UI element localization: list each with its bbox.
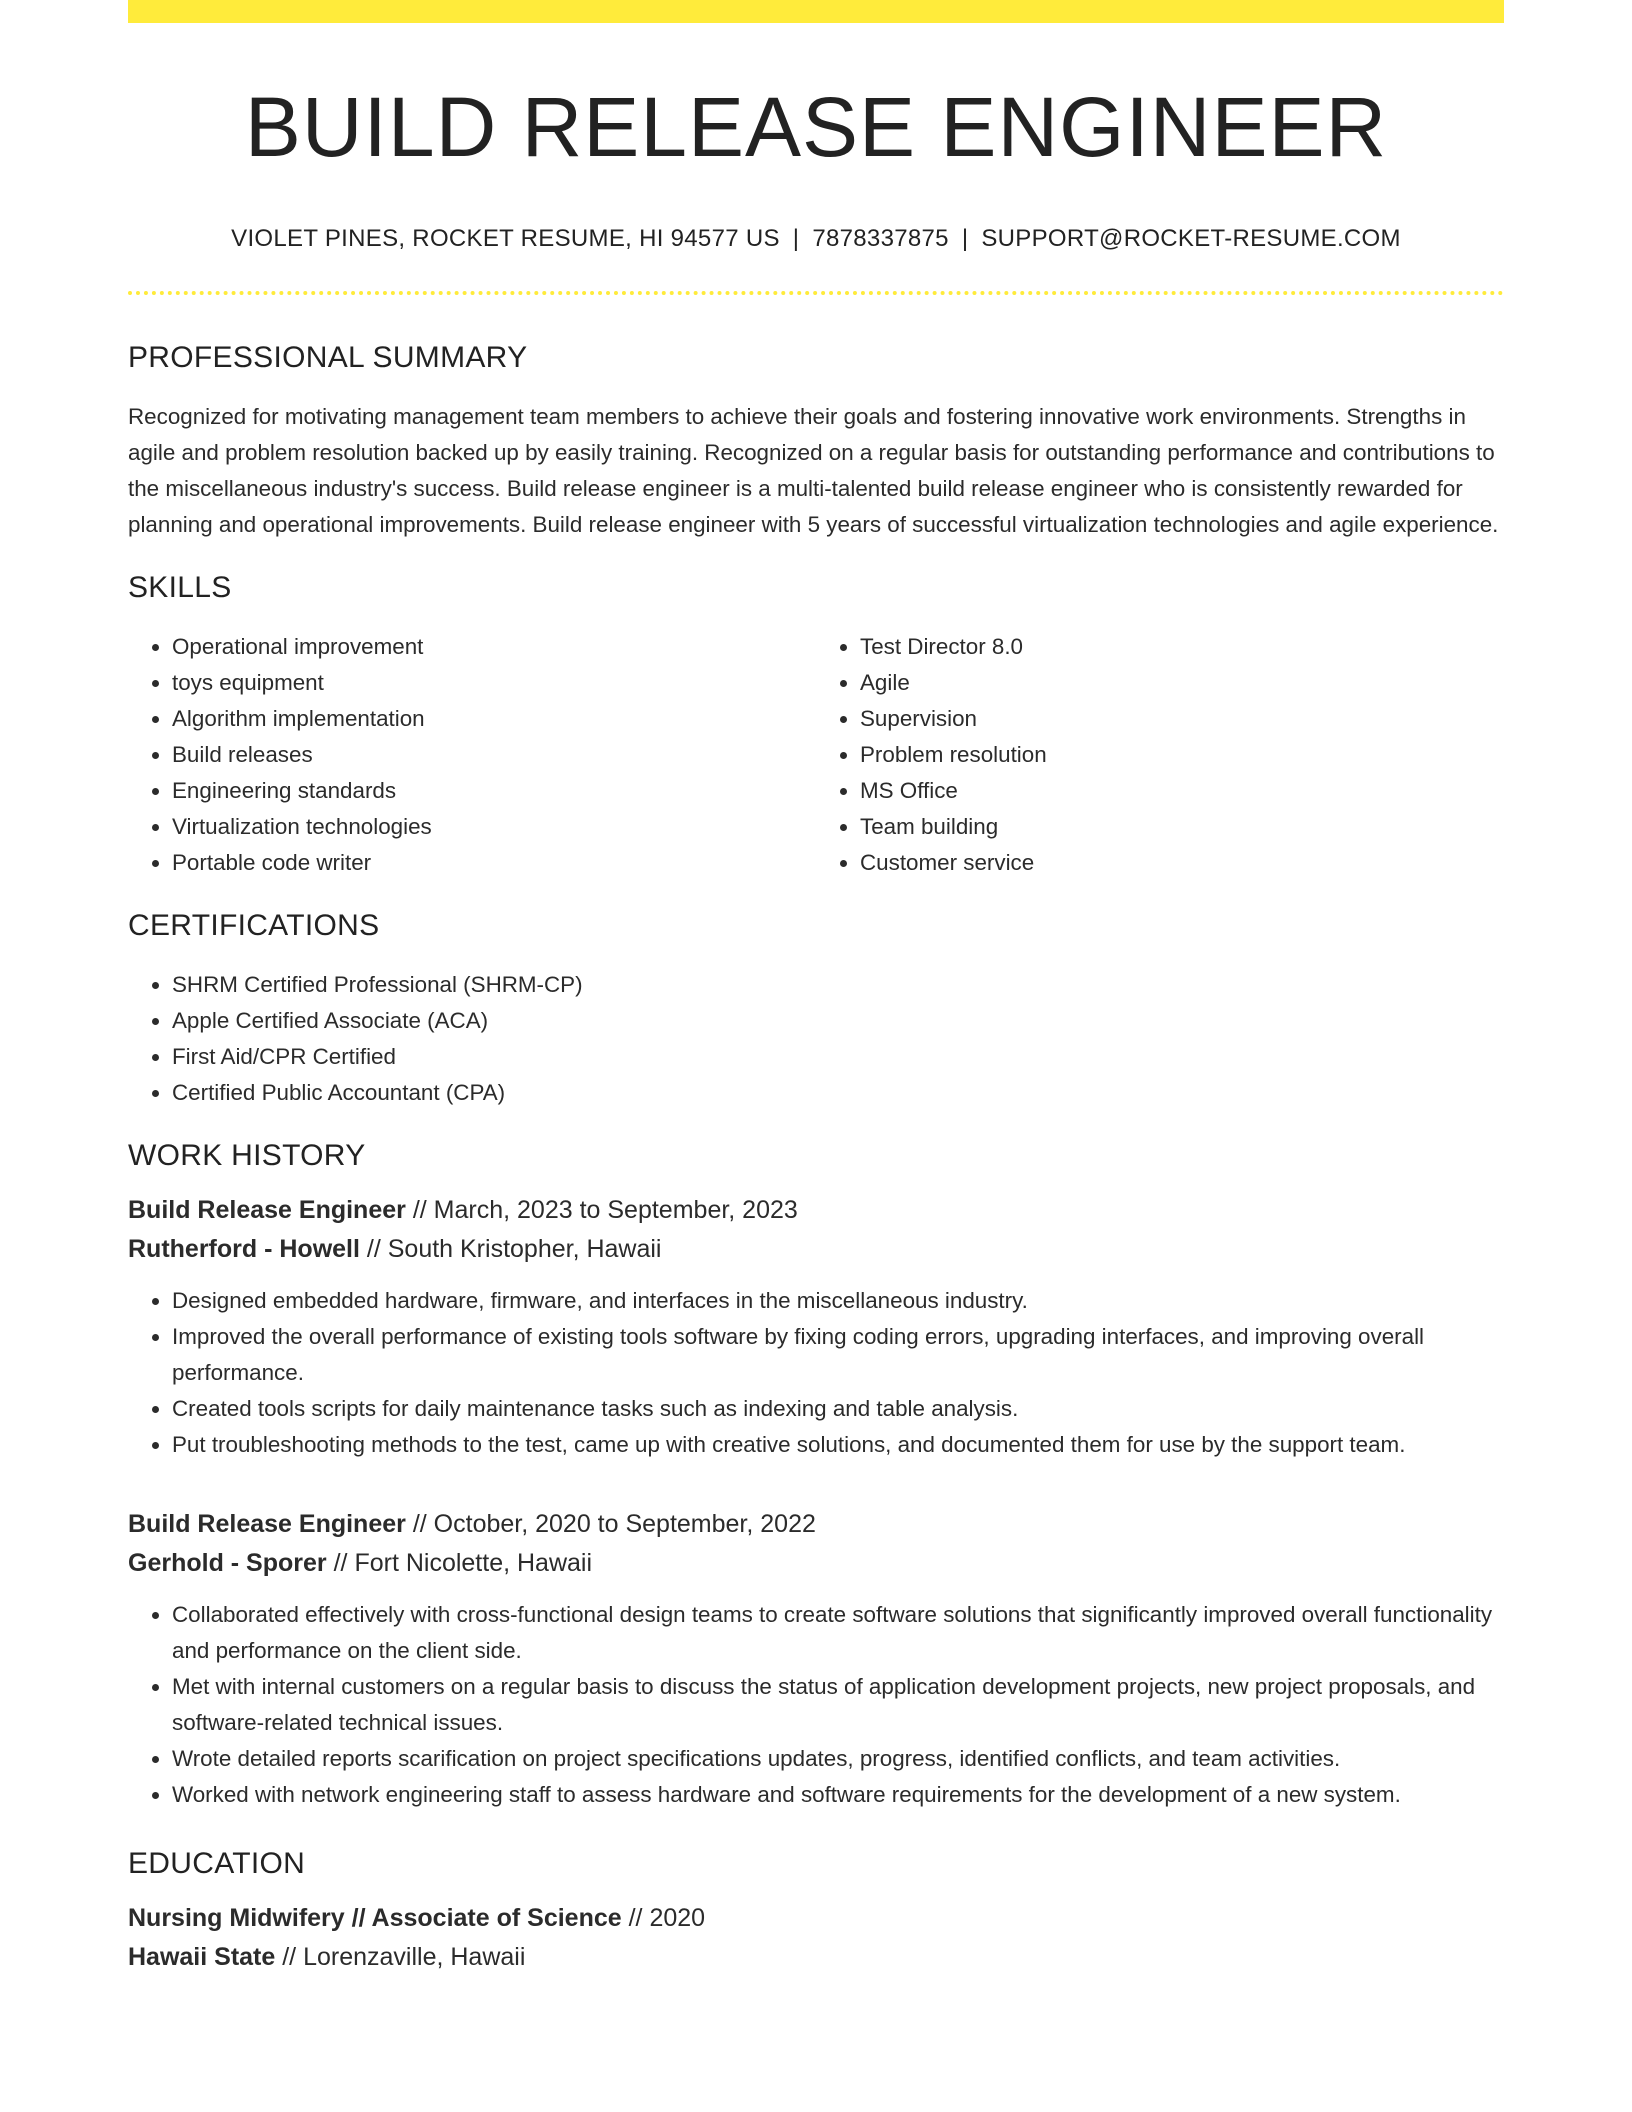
- education-section: [128, 1847, 1504, 1977]
- job-location: South Kristopher, Hawaii: [387, 1235, 662, 1264]
- contact-line: [128, 225, 1504, 253]
- job-title-line: [128, 1505, 1504, 1544]
- section-heading: WORK HISTORY: [128, 1139, 366, 1173]
- skill-item: • Engineering standards: [172, 773, 816, 809]
- certification-item: • Certified Public Accountant (CPA): [172, 1075, 1504, 1111]
- skill-item: • Team building: [860, 809, 1504, 845]
- resume-title: BUILD RELEASE ENGINEER: [244, 80, 1388, 174]
- job-title-line: [128, 1191, 1504, 1230]
- skills-columns: [128, 629, 1504, 881]
- contact-separator: |: [961, 225, 969, 253]
- work-history-section: [128, 1139, 1504, 1813]
- job-role: Build Release Engineer: [128, 1510, 406, 1539]
- education-location: Lorenzaville, Hawaii: [303, 1943, 526, 1972]
- skill-item: • Virtualization technologies: [172, 809, 816, 845]
- job-entry: [128, 1191, 1504, 1463]
- skill-item: • Operational improvement: [172, 629, 816, 665]
- top-accent-bar: [128, 0, 1504, 23]
- certification-item: • Apple Certified Associate (ACA): [172, 1003, 1504, 1039]
- skill-item: • Customer service: [860, 845, 1504, 881]
- job-dates: October, 2020 to September, 2022: [433, 1510, 816, 1539]
- certifications-section: [128, 909, 1504, 1111]
- education-year: 2020: [649, 1904, 706, 1933]
- entry-separator: //: [621, 1904, 650, 1933]
- job-bullet: • Improved the overall performance of existing tools software by fixing coding errors, upgrading interfaces, and improving overall performance.: [172, 1319, 1504, 1391]
- job-entry: [128, 1505, 1504, 1813]
- skill-item: • Agile: [860, 665, 1504, 701]
- skill-item: • Portable code writer: [172, 845, 816, 881]
- education-school-line: [128, 1938, 1504, 1977]
- education-degree: Nursing Midwifery // Associate of Science: [128, 1904, 622, 1933]
- entry-separator: //: [359, 1235, 388, 1264]
- job-location: Fort Nicolette, Hawaii: [354, 1549, 593, 1578]
- entry-separator: //: [326, 1549, 355, 1578]
- resume-page: [128, 0, 1504, 1977]
- job-bullet: • Worked with network engineering staff to assess hardware and software requirements for the development of a new system.: [172, 1777, 1504, 1813]
- skill-item: • MS Office: [860, 773, 1504, 809]
- entry-separator: //: [405, 1196, 434, 1225]
- education-school: Hawaii State: [128, 1943, 276, 1972]
- education-degree-line: [128, 1899, 1504, 1938]
- job-role: Build Release Engineer: [128, 1196, 406, 1225]
- section-heading: PROFESSIONAL SUMMARY: [128, 341, 528, 375]
- job-dates: March, 2023 to September, 2023: [433, 1196, 798, 1225]
- skills-list-right: [816, 629, 1504, 881]
- job-bullets: [128, 1283, 1504, 1463]
- job-bullet: • Designed embedded hardware, firmware, and interfaces in the miscellaneous industry.: [172, 1283, 1504, 1319]
- summary-section: [128, 341, 1504, 543]
- job-bullet: • Met with internal customers on a regular basis to discuss the status of application development projects, new project proposals, and software-related technical issues.: [172, 1669, 1504, 1741]
- job-bullet: • Put troubleshooting methods to the test, came up with creative solutions, and documented them for use by the support team.: [172, 1427, 1504, 1463]
- skills-section: [128, 571, 1504, 881]
- section-heading: EDUCATION: [128, 1847, 306, 1881]
- job-company-line: [128, 1230, 1504, 1269]
- skill-item: • toys equipment: [172, 665, 816, 701]
- job-bullet: • Collaborated effectively with cross-functional design teams to create software solutions that significantly improved overall functionality and performance on the client side.: [172, 1597, 1504, 1669]
- entry-separator: //: [275, 1943, 304, 1972]
- section-heading: SKILLS: [128, 571, 232, 605]
- job-company: Rutherford - Howell: [128, 1235, 360, 1264]
- address-text: VIOLET PINES, ROCKET RESUME, HI 94577 US: [231, 225, 780, 253]
- email-link[interactable]: SUPPORT@ROCKET-RESUME.COM: [981, 225, 1401, 253]
- skill-item: • Test Director 8.0: [860, 629, 1504, 665]
- dotted-divider: [128, 291, 1504, 295]
- job-bullet: • Wrote detailed reports scarification on project specifications updates, progress, identified conflicts, and team activities.: [172, 1741, 1504, 1777]
- skill-item: • Build releases: [172, 737, 816, 773]
- skill-item: • Algorithm implementation: [172, 701, 816, 737]
- job-bullets: [128, 1597, 1504, 1813]
- certification-item: • First Aid/CPR Certified: [172, 1039, 1504, 1075]
- phone-text: 7878337875: [812, 225, 949, 253]
- summary-text: Recognized for motivating management team members to achieve their goals and fostering innovative work environments. Strengths in agile and problem resolution backed up by easily training. Recognized on a regular basis for outstanding performance and contributions to the miscellaneous industry's success. Build release engineer is a multi-talented build release engineer who is consistently rewarded for planning and operational improvements. Build release engineer with 5 years of successful virtualization technologies and agile experience.: [128, 404, 1499, 538]
- skills-list-left: [128, 629, 816, 881]
- skill-item: • Supervision: [860, 701, 1504, 737]
- job-bullet: • Created tools scripts for daily maintenance tasks such as indexing and table analysis.: [172, 1391, 1504, 1427]
- section-heading: CERTIFICATIONS: [128, 909, 380, 943]
- certification-item: • SHRM Certified Professional (SHRM-CP): [172, 967, 1504, 1003]
- job-company: Gerhold - Sporer: [128, 1549, 327, 1578]
- contact-separator: |: [792, 225, 800, 253]
- job-company-line: [128, 1544, 1504, 1583]
- certifications-list: [128, 967, 1504, 1111]
- entry-separator: //: [405, 1510, 434, 1539]
- skill-item: • Problem resolution: [860, 737, 1504, 773]
